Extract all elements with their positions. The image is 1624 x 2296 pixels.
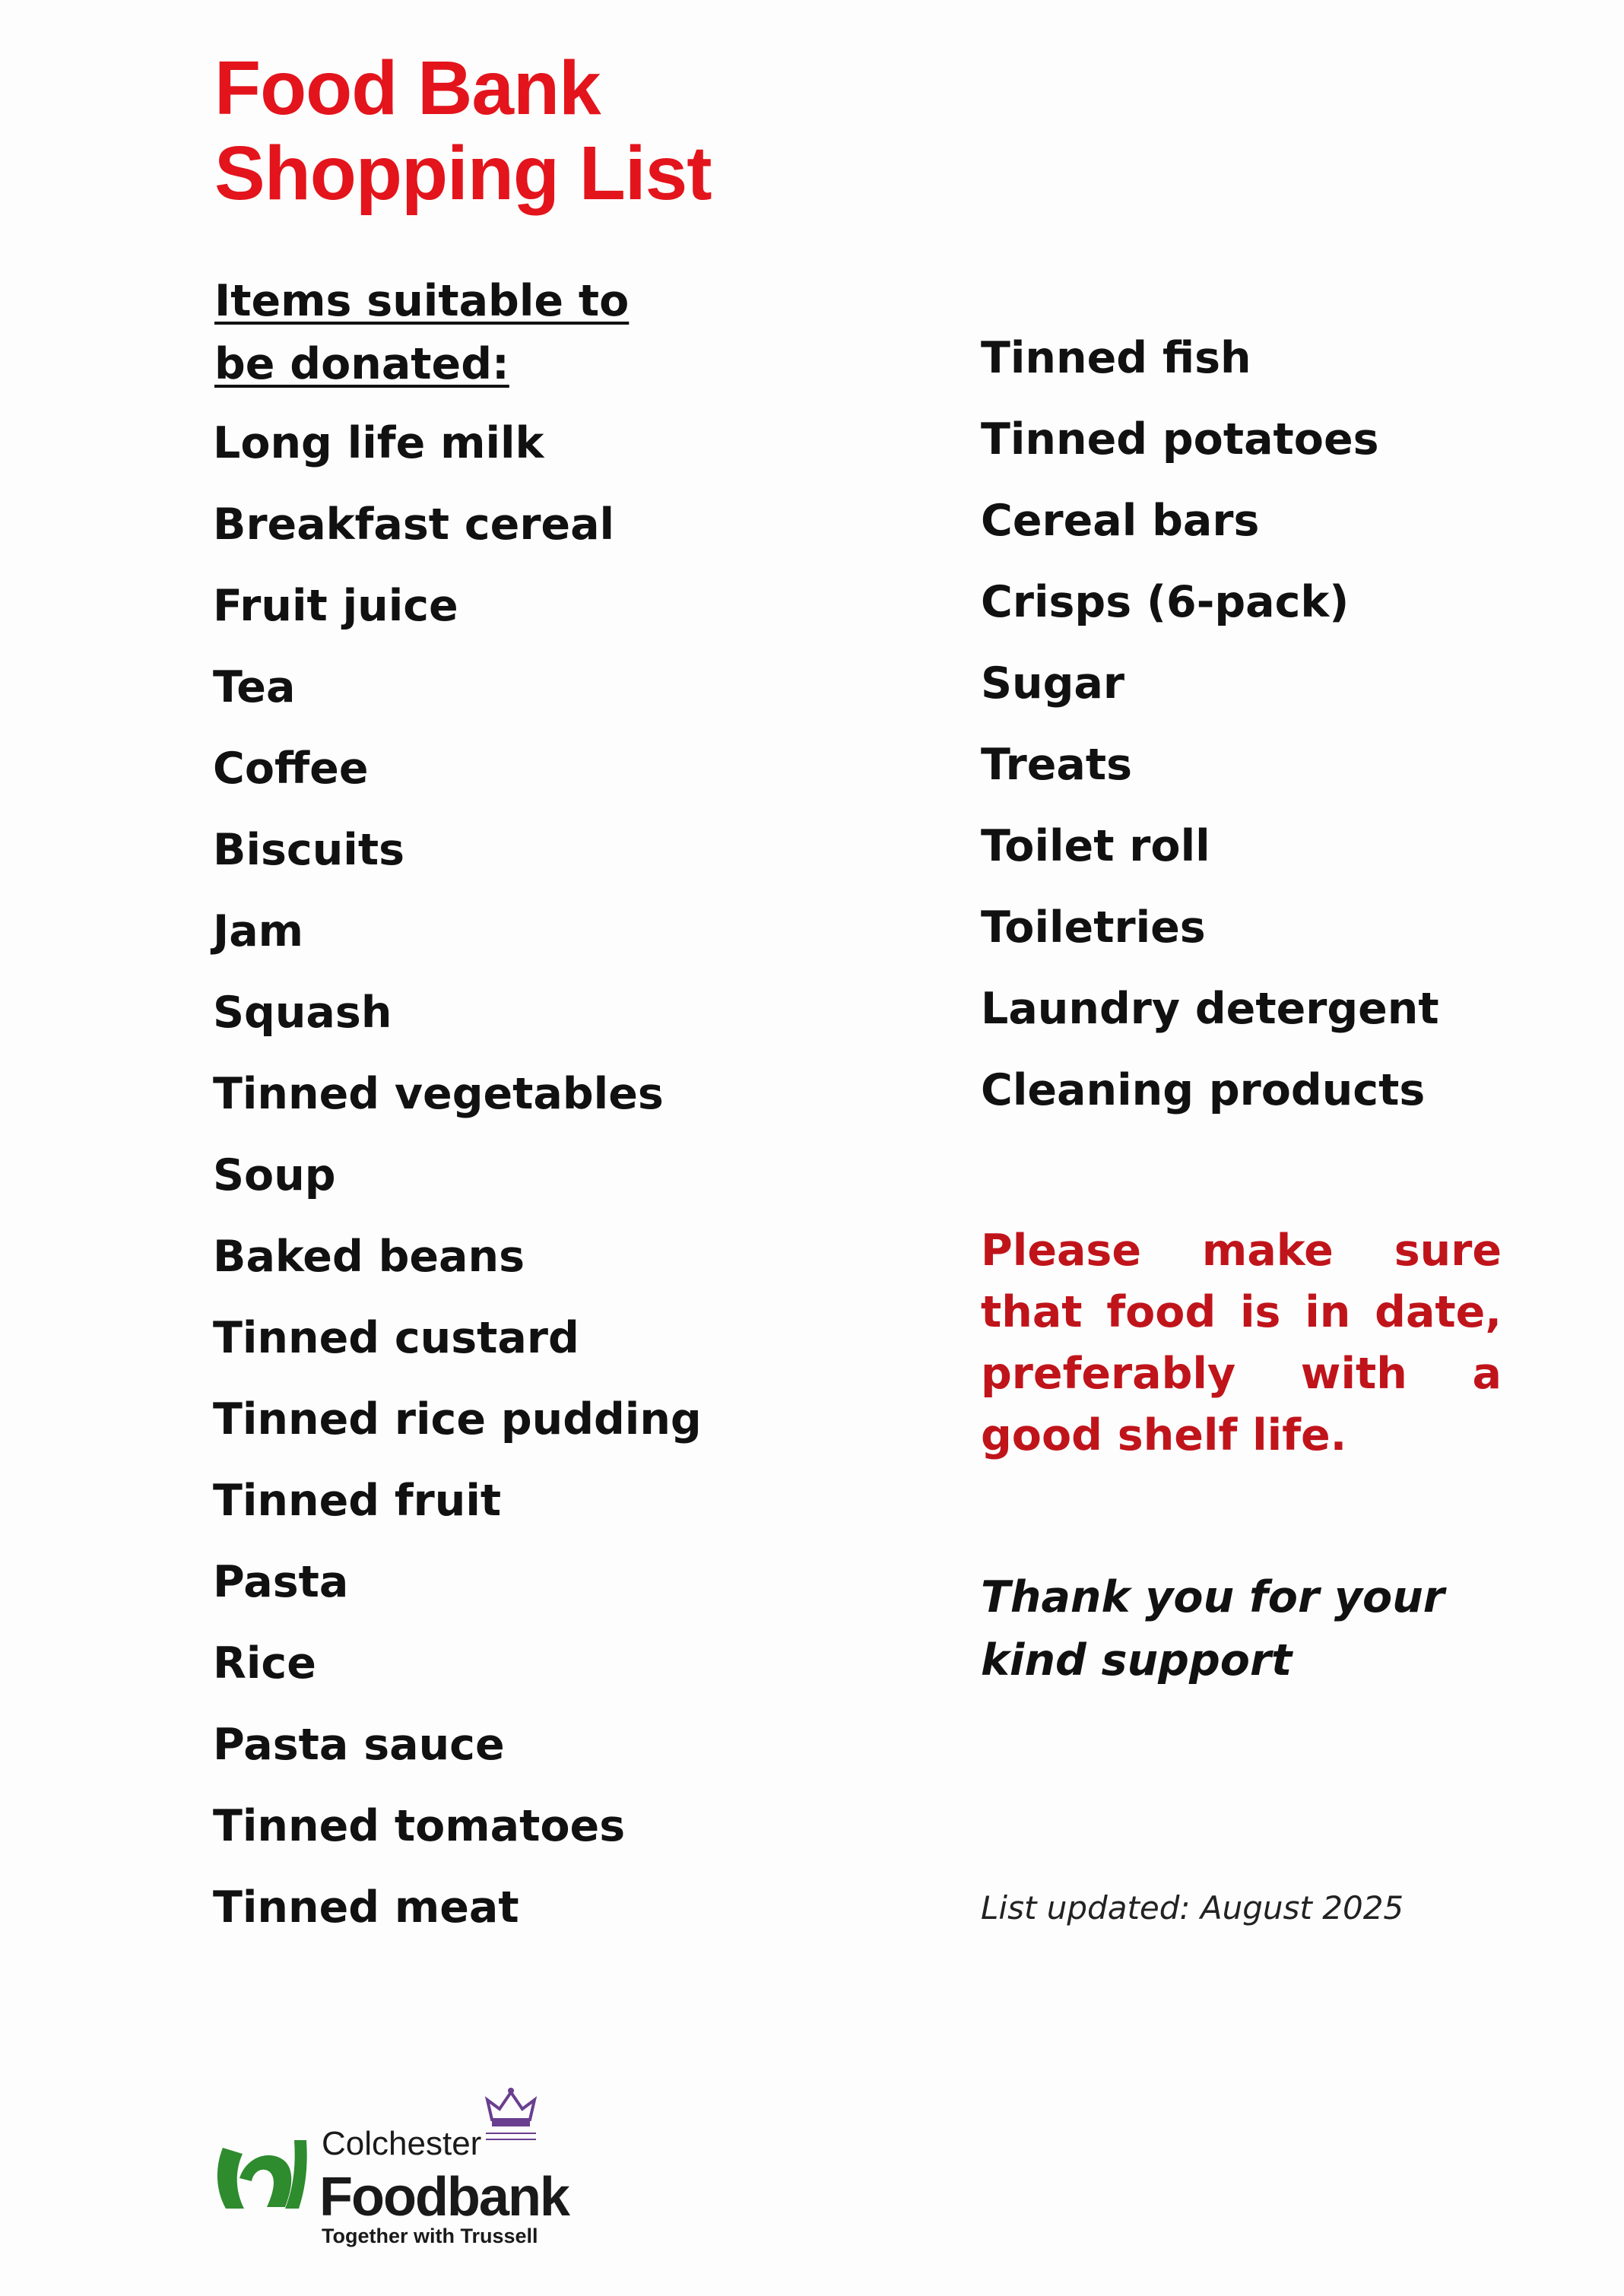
list-item: Tinned custard — [213, 1313, 579, 1363]
date-notice: Please make sure that food is in date, preferably with a good shelf life. — [981, 1226, 1502, 1460]
list-item: Tea — [213, 662, 296, 712]
title-line-2: Shopping List — [214, 131, 712, 216]
list-updated-date: List updated: August 2025 — [981, 1889, 1404, 1927]
list-item: Cereal bars — [981, 496, 1260, 546]
thank-you-message: Thank you for your kind support — [981, 1572, 1445, 1686]
colchester-foodbank-logo — [209, 2083, 574, 2250]
list-item: Baked beans — [213, 1232, 525, 1282]
list-item: Jam — [213, 906, 304, 956]
page-title — [214, 46, 712, 216]
list-item: Laundry detergent — [981, 984, 1439, 1034]
list-item: Tinned vegetables — [213, 1069, 664, 1119]
list-item: Soup — [213, 1150, 336, 1200]
list-item: Coffee — [213, 744, 369, 794]
list-item: Fruit juice — [213, 581, 458, 631]
list-item: Squash — [213, 988, 392, 1038]
donation-list-right — [981, 318, 1439, 1131]
list-item: Treats — [981, 740, 1133, 790]
list-item: Tinned fruit — [213, 1476, 502, 1526]
list-item: Tinned potatoes — [981, 414, 1379, 465]
title-line-1: Food Bank — [214, 46, 601, 131]
list-item: Tinned tomatoes — [213, 1801, 626, 1851]
logo-tagline: Together with Trussell — [322, 2225, 538, 2247]
list-subheading: Items suitable to be donated: — [214, 276, 630, 389]
logo-place: Colchester — [322, 2125, 482, 2162]
list-item: Rice — [213, 1638, 316, 1689]
list-item: Breakfast cereal — [213, 499, 615, 550]
list-item: Cleaning products — [981, 1065, 1426, 1115]
list-item: Crisps (6-pack) — [981, 577, 1350, 627]
list-item: Pasta sauce — [213, 1720, 505, 1770]
list-item: Tinned meat — [213, 1882, 519, 1933]
donation-list-left — [213, 403, 702, 1949]
list-item: Toiletries — [981, 902, 1206, 953]
logo-name: Foodbank — [319, 2167, 569, 2228]
list-item: Tinned fish — [981, 333, 1251, 383]
list-item: Biscuits — [213, 825, 404, 875]
kings-award-crown-icon — [477, 2083, 545, 2152]
list-item: Long life milk — [213, 418, 544, 468]
list-item: Toilet roll — [981, 821, 1210, 871]
list-item: Pasta — [213, 1557, 349, 1607]
list-item: Sugar — [981, 658, 1125, 709]
list-item: Tinned rice pudding — [213, 1394, 702, 1445]
foodbank-mark-icon — [209, 2133, 312, 2224]
